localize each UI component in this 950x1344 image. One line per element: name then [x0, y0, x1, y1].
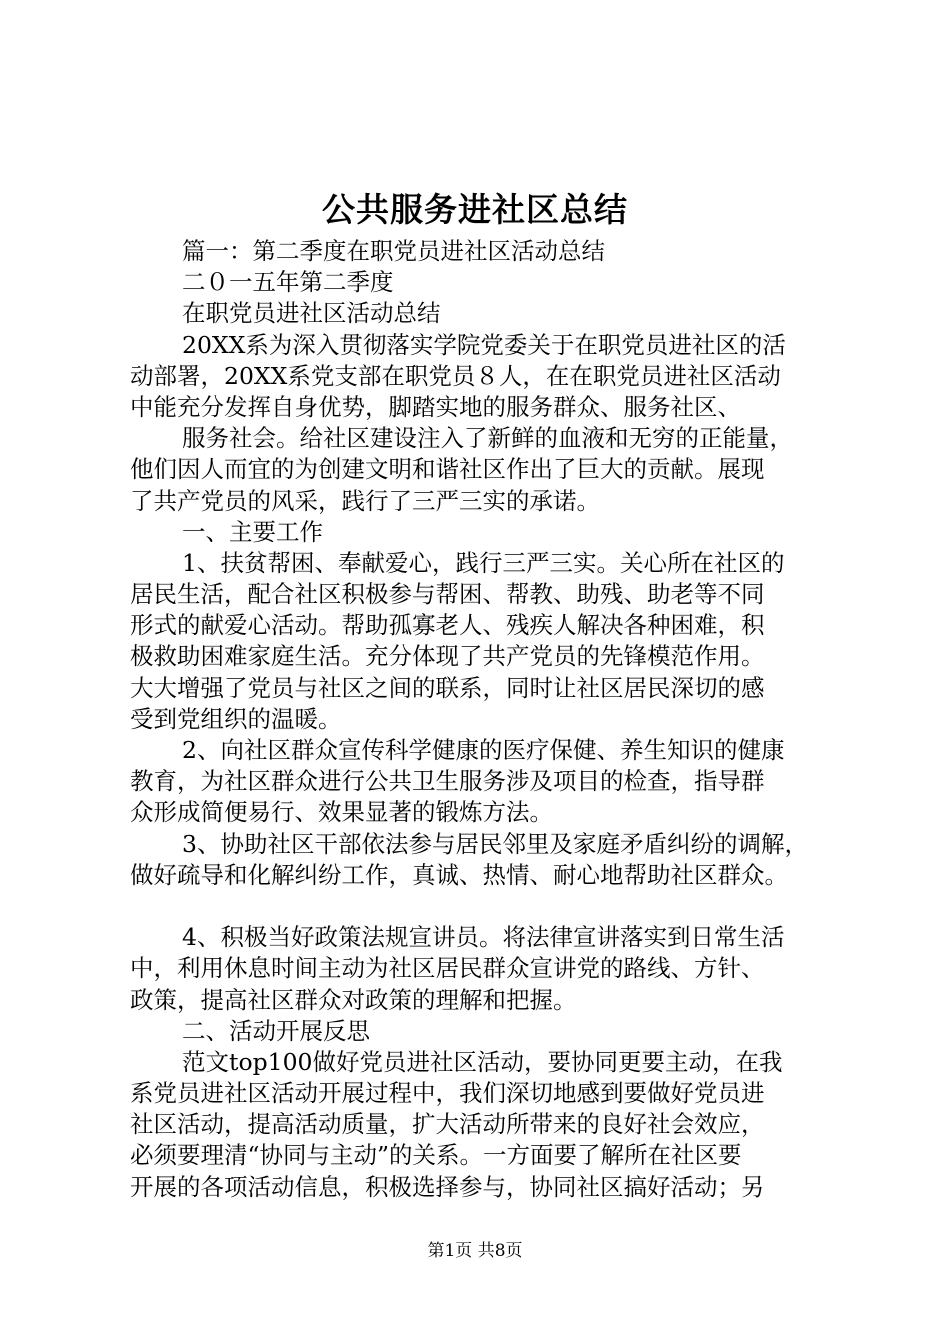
text-line: 二０一五年第二季度: [182, 268, 394, 297]
text-line: 2、向社区群众宣传科学健康的医疗保健、养生知识的健康: [182, 736, 785, 764]
text-line: 1、扶贫帮困、奉献爱心，践行三严三实。关心所在社区的: [182, 548, 785, 577]
text-line: 服务社会。给社区建设注入了新鲜的血液和无穷的正能量，: [182, 424, 793, 453]
text-line: 动部署，20XX系党支部在职党员８人，在在职党员进社区活动: [130, 361, 781, 390]
text-line: 中，利用休息时间主动为社区居民群众宣讲党的路线、方针、: [130, 954, 765, 983]
text-line: 教育，为社区群众进行公共卫生服务涉及项目的检查，指导群: [130, 767, 765, 796]
text-line: 20XX系为深入贯彻落实学院党委关于在职党员进社区的活: [182, 330, 786, 359]
page-footer: 第1页 共8页: [427, 1241, 523, 1261]
text-line: 居民生活，配合社区积极参与帮困、帮教、助残、助老等不同: [130, 580, 765, 609]
text-line: 4、积极当好政策法规宣讲员。将法律宣讲落实到日常生活: [182, 923, 785, 952]
document-title: 公共服务进社区总结: [322, 190, 628, 229]
text-line: 做好疏导和化解纠纷工作，真诚、热情、耐心地帮助社区群众。: [130, 860, 788, 889]
text-line: 中能充分发挥自身优势，脚踏实地的服务群众、服务社区、: [130, 392, 741, 421]
text-line: 二、活动开展反思: [182, 1016, 370, 1045]
document-body: [130, 236, 830, 1203]
text-line: 政策，提高社区群众对政策的理解和把握。: [130, 985, 577, 1014]
text-line: 大大增强了党员与社区之间的联系，同时让社区居民深切的感: [130, 673, 765, 702]
text-line: 系党员进社区活动开展过程中，我们深切地感到要做好党员进: [130, 1079, 765, 1108]
text-line: 受到党组织的温暖。: [130, 704, 342, 733]
text-line: 众形成简便易行、效果显著的锻炼方法。: [130, 798, 553, 827]
text-line: 篇一：第二季度在职党员进社区活动总结: [182, 237, 605, 265]
text-line: 社区活动，提高活动质量，扩大活动所带来的良好社会效应，: [130, 1110, 765, 1139]
text-line: 在职党员进社区活动总结: [182, 299, 441, 328]
text-line: 必须要理清“协同与主动”的关系。一方面要了解所在社区要: [130, 1141, 742, 1170]
text-line: 极救助困难家庭生活。充分体现了共产党员的先锋模范作用。: [130, 642, 765, 671]
blank-line: [130, 891, 830, 922]
text-line: 了共产党员的风采，践行了三严三实的承诺。: [130, 486, 600, 515]
text-line: 一、主要工作: [182, 517, 323, 546]
text-line: 开展的各项活动信息，积极选择参与，协同社区搞好活动；另: [130, 1172, 765, 1201]
text-line: 他们因人而宜的为创建文明和谐社区作出了巨大的贡献。展现: [130, 455, 765, 484]
text-line: 范文top100做好党员进社区活动，要协同更要主动，在我: [182, 1047, 783, 1076]
text-line: 形式的献爱心活动。帮助孤寡老人、残疾人解决各种困难，积: [130, 611, 765, 640]
text-line: 3、协助社区干部依法参与居民邻里及家庭矛盾纠纷的调解，: [182, 829, 808, 858]
